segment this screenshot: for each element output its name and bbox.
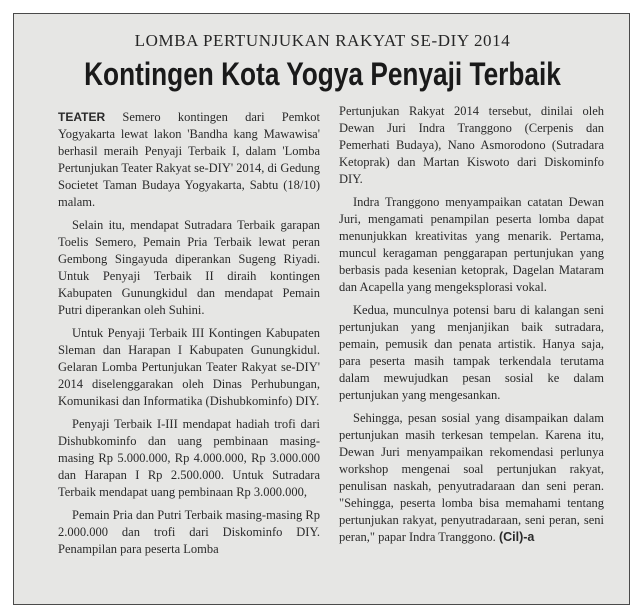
author-signature: (Cil)-a [498,530,535,544]
article-paragraph: Selain itu, mendapat Sutradara Terbaik garapan Toelis Semero, Pemain Pria Terbaik lewat peran Gembong Singayuda diperankan Sugeng Riyadi. Untuk Penyaji Terbaik II diraih kontingen Kabupaten Gunungkidul dan mendapat Pemain Putri diperankan oleh Suhini. [58,218,320,317]
newspaper-clipping [13,13,630,605]
article-paragraph: Untuk Penyaji Terbaik III Kontingen Kabupaten Sleman dan Harapan I Kabupaten Gunungkidul. Gelaran Lomba Pertunjukan Teater Rakyat se-DIY' 2014 diselenggarakan oleh Dinas Perhubungan, Komunikasi dan Informatika (Dishubkominfo) DIY. [58,326,320,408]
paragraph-text: Sehingga, pesan sosial yang disampaikan dalam pertunjukan masih terkesan tempelan. Karena itu, Dewan Juri menyampaikan rekomendasi perlunya workshop mengenai soal pertunjukan rakyat, penulisan naskah, penyutradaraan dan seni peran. "Sehingga, peserta lomba bisa memahami tentang pertunjukan rakyat, penyutradaraan, seni peran, seni peran," papar Indra Tranggono. [339,411,604,544]
paragraph-text: Semero kontingen dari Pemkot Yogyakarta lewat lakon 'Bandha kang Mawawisa' berhasil meraih Penyaji Terbaik I, dalam 'Lomba Pertunjukan Teater Rakyat se-DIY' 2014, di Gedung Societet Taman Budaya Yogyakarta, Sabtu (18/10) malam. [58,110,321,209]
article-paragraph: Penyaji Terbaik I-III mendapat hadiah trofi dari Dishubkominfo dan uang pembinaan masing-masing Rp 5.000.000, Rp 4.000.000, Rp 3.000.000 dan Harapan I Rp 2.500.000. Untuk Sutradara Terbaik mendapat uang pembinaan Rp 3.000.000, [58,417,320,499]
article-paragraph [339,410,604,546]
article-paragraph: Kedua, munculnya potensi baru di kalangan seni pertunjukan yang menjanjikan baik sutradara, pemain, pemusik dan penata artistik. Hanya saja, para peserta masih tampak terkendala terutama dalam mewujudkan pesan sosial ke dalam pertunjukan yang mengesankan. [339,303,604,402]
article-column-right [339,103,604,552]
article-headline: Kontingen Kota Yogya Penyaji Terbaik [84,56,561,92]
article-paragraph: Pertunjukan Rakyat 2014 tersebut, dinilai oleh Dewan Juri Indra Tranggono (Cerpenis dan Pemerhati Budaya), Nano Asmorodono (Sutradara Ketoprak) dan Martan Kiswoto dari Diskominfo DIY. [339,104,604,186]
lead-word: TEATER [58,110,106,124]
article-kicker: LOMBA PERTUNJUKAN RAKYAT SE-DIY 2014 [134,31,511,50]
article-column-left [58,109,320,564]
article-paragraph: Indra Tranggono menyampaikan catatan Dewan Juri, mengamati penampilan peserta lomba dapat menunjukkan kreativitas yang menarik. Pertama, muncul keragaman penggarapan pertunjukan yang berbasis pada kesenian ketoprak, Dagelan Mataram dan Acapella yang mengeksplorasi vokal. [339,195,604,294]
article-paragraph: Pemain Pria dan Putri Terbaik masing-masing Rp 2.000.000 dan trofi dari Diskominfo DIY. Penampilan para peserta Lomba [58,508,320,556]
article-paragraph [58,109,320,211]
